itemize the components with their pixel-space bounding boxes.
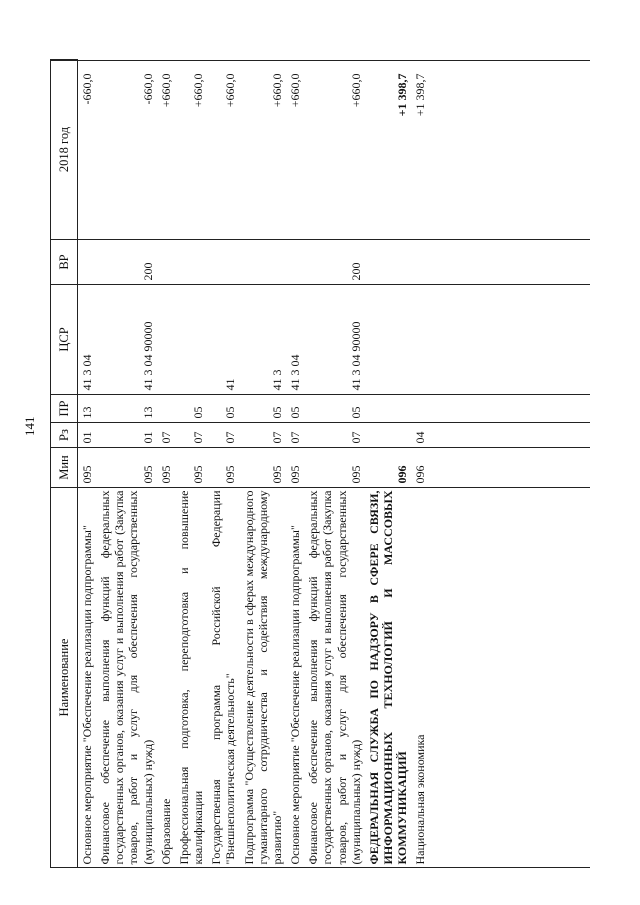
row-value-cell: +660,0 xyxy=(269,73,284,108)
row-rz-cell: 04 xyxy=(413,431,428,444)
header-vr: ВР xyxy=(51,240,78,285)
row-value-cell: +1 398,7 xyxy=(413,73,428,117)
row-rz-cell: 07 xyxy=(269,431,284,444)
row-rz-cell: 01 xyxy=(140,431,155,444)
row-vr-cell xyxy=(157,240,175,285)
page-number: 141 xyxy=(22,416,37,436)
row-csr-cell xyxy=(157,285,175,395)
row-rz-cell: 07 xyxy=(348,431,363,444)
table-row xyxy=(286,60,304,868)
row-value-cell: +660,0 xyxy=(288,73,303,108)
row-name-cell: Подпрограмма "Осуществление деятельности в сферах международного гуманитарного сотрудничества и содействия международному развитию" xyxy=(241,490,284,865)
row-value-cell: -660,0 xyxy=(80,73,94,105)
row-rz-cell: 07 xyxy=(191,431,206,444)
table-row xyxy=(96,60,157,868)
row-csr-cell: 41 xyxy=(223,378,238,391)
table-row xyxy=(207,60,239,868)
row-name-cell: Основное мероприятие "Обеспечение реализации подпрограммы" xyxy=(80,525,94,865)
table-header-row xyxy=(51,60,78,868)
header-name: Наименование xyxy=(51,488,78,868)
row-value-cell: +1 398,7 xyxy=(395,73,410,117)
table-row xyxy=(411,60,429,868)
row-min-cell: 095 xyxy=(158,465,173,484)
header-min: Мин xyxy=(51,448,78,488)
row-csr-cell: 41 3 xyxy=(269,369,284,391)
table-row xyxy=(157,60,175,868)
table-body xyxy=(78,60,430,868)
row-min-cell: 095 xyxy=(348,465,363,484)
row-min-cell: 095 xyxy=(140,465,155,484)
row-pr-cell: 05 xyxy=(348,406,363,419)
row-name-cell: Профессиональная подготовка, переподготовка и повышение квалификации xyxy=(176,490,206,865)
header-pr: ПР xyxy=(51,395,78,423)
row-csr-cell: 41 3 04 xyxy=(80,354,94,391)
row-pr-cell: 05 xyxy=(223,406,238,419)
row-name-cell: Финансовое обеспечение выполнения функций федеральных государственных органов, оказания услуг и выполнения работ (Закупка товаров, работ и услуг для обеспечения государственных (муниципальных) нужд) xyxy=(306,490,363,865)
rotated-table-container xyxy=(50,60,590,868)
row-value-cell: +660,0 xyxy=(191,73,206,108)
header-year: 2018 год xyxy=(51,60,78,240)
row-pr-cell xyxy=(411,395,429,423)
row-pr-cell xyxy=(365,395,411,423)
row-vr-cell xyxy=(411,240,429,285)
row-vr-cell xyxy=(240,240,286,285)
row-vr-cell xyxy=(175,240,207,285)
row-pr-cell xyxy=(157,395,175,423)
row-rz-cell: 07 xyxy=(223,431,238,444)
row-rz-cell: 01 xyxy=(80,431,94,444)
row-pr-cell: 13 xyxy=(140,406,155,419)
row-min-cell: 096 xyxy=(395,465,410,484)
row-vr-cell: 200 xyxy=(140,262,155,281)
row-pr-cell: 05 xyxy=(191,406,206,419)
row-pr-cell: 13 xyxy=(80,406,94,419)
row-rz-cell xyxy=(365,423,411,448)
row-min-cell: 096 xyxy=(413,465,428,484)
row-name-cell: Основное мероприятие "Обеспечение реализации подпрограммы" xyxy=(288,525,303,865)
row-min-cell: 095 xyxy=(269,465,284,484)
budget-table xyxy=(50,59,429,868)
row-name-cell: Образование xyxy=(158,798,173,865)
row-vr-cell xyxy=(78,240,97,285)
row-name-cell: Государственная программа Российской Федерации "Внешнеполитическая деятельность" xyxy=(209,490,238,865)
row-vr-cell xyxy=(365,240,411,285)
row-pr-cell: 05 xyxy=(269,406,284,419)
table-row xyxy=(78,60,97,868)
header-rz: Рз xyxy=(51,423,78,448)
row-csr-cell: 41 3 04 xyxy=(288,354,303,391)
header-csr: ЦСР xyxy=(51,285,78,395)
row-rz-cell: 07 xyxy=(288,431,303,444)
row-csr-cell xyxy=(411,285,429,395)
row-value-cell: -660,0 xyxy=(140,73,155,105)
row-name-cell: Национальная экономика xyxy=(413,734,428,865)
row-csr-cell: 41 3 04 90000 xyxy=(348,321,363,391)
row-vr-cell xyxy=(207,240,239,285)
row-min-cell: 095 xyxy=(223,465,238,484)
table-row xyxy=(365,60,411,868)
row-value-cell: +660,0 xyxy=(348,73,363,108)
row-csr-cell: 41 3 04 90000 xyxy=(140,321,155,391)
row-value-cell: +660,0 xyxy=(158,73,173,108)
row-vr-cell xyxy=(286,240,304,285)
row-name-cell: ФЕДЕРАЛЬНАЯ СЛУЖБА ПО НАДЗОРУ В СФЕРЕ СВЯЗИ, ИНФОРМАЦИОННЫХ ТЕХНОЛОГИЙ И МАССОВЫХ КОММУНИКАЦИЙ xyxy=(366,490,410,865)
row-name-cell: Финансовое обеспечение выполнения функций федеральных государственных органов, оказания услуг и выполнения работ (Закупка товаров, работ и услуг для обеспечения государственных (муниципальных) нужд) xyxy=(98,490,155,865)
row-pr-cell: 05 xyxy=(288,406,303,419)
row-min-cell: 095 xyxy=(288,465,303,484)
row-value-cell: +660,0 xyxy=(223,73,238,108)
row-vr-cell: 200 xyxy=(348,262,363,281)
table-row xyxy=(240,60,286,868)
row-csr-cell xyxy=(365,285,411,395)
row-min-cell: 095 xyxy=(191,465,206,484)
row-csr-cell xyxy=(175,285,207,395)
table-row xyxy=(304,60,365,868)
row-min-cell: 095 xyxy=(80,465,94,484)
table-row xyxy=(175,60,207,868)
row-rz-cell: 07 xyxy=(158,431,173,444)
